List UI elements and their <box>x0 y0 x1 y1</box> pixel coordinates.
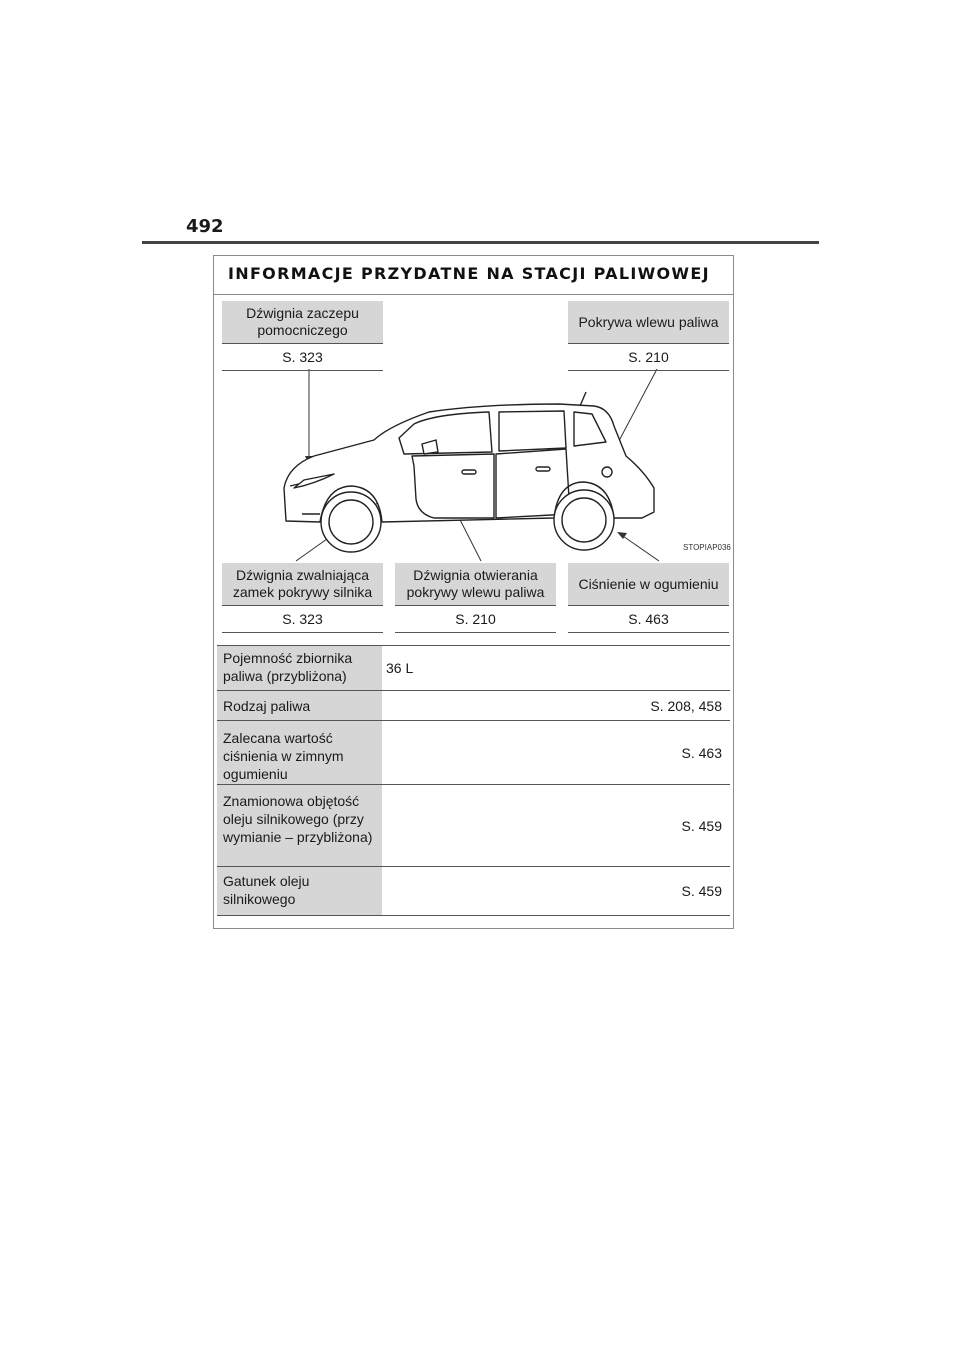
callout-tow-hook-lever <box>222 301 383 371</box>
header-rule <box>142 241 819 244</box>
callout-label: Dźwignia otwierania pokrywy wlewu paliwa <box>395 563 556 606</box>
table-row <box>217 867 730 916</box>
callout-page-ref: S. 323 <box>222 606 383 633</box>
callout-page-ref: S. 210 <box>395 606 556 633</box>
row-label: Rodzaj paliwa <box>217 691 382 720</box>
front-rim <box>329 500 373 544</box>
row-label: Gatunek oleju silnikowego <box>217 867 382 915</box>
table-row <box>217 646 730 691</box>
front-door-handle <box>462 470 476 474</box>
figure-code: STOPIAP036 <box>683 543 731 552</box>
callout-label: Ciśnienie w ogumieniu <box>568 563 729 606</box>
antenna <box>580 392 586 406</box>
rear-door-handle <box>536 467 550 471</box>
callout-page-ref: S. 323 <box>222 344 383 371</box>
panel-title: INFORMACJE PRZYDATNE NA STACJI PALIWOWEJ <box>228 264 710 283</box>
page-number: 492 <box>186 216 224 237</box>
table-row <box>217 785 730 867</box>
callout-page-ref: S. 210 <box>568 344 729 371</box>
row-value: 36 L <box>386 660 414 676</box>
callout-label: Pokrywa wlewu paliwa <box>568 301 729 344</box>
callout-page-ref: S. 463 <box>568 606 729 633</box>
row-value: S. 463 <box>681 744 722 761</box>
table-row <box>217 721 730 785</box>
row-value: S. 459 <box>681 817 722 834</box>
rear-rim <box>562 498 606 542</box>
table-row <box>217 691 730 721</box>
row-value: S. 459 <box>681 883 722 899</box>
callout-fuel-filler-door <box>568 301 729 371</box>
row-label: Pojemność zbiornika paliwa (przybliżona) <box>217 646 382 690</box>
fuel-door <box>602 467 612 477</box>
callout-hood-release-lever <box>222 563 383 633</box>
row-value: S. 208, 458 <box>650 697 722 714</box>
callout-label: Dźwignia zaczepu pomocniczego <box>222 301 383 344</box>
callout-tire-pressure <box>568 563 729 633</box>
fuel-info-panel <box>213 255 734 929</box>
spec-table <box>217 645 730 916</box>
row-label: Zalecana wartość ciśnienia w zimnym ogumieniu <box>217 721 382 784</box>
rear-window <box>499 411 566 451</box>
row-label: Znamionowa objętość oleju silnikowego (przy wymianie – przybliżona) <box>217 785 382 866</box>
callout-label: Dźwignia zwalniająca zamek pokrywy silnika <box>222 563 383 606</box>
callout-fuel-door-opener <box>395 563 556 633</box>
leader-line-tire-pressure <box>620 534 659 561</box>
